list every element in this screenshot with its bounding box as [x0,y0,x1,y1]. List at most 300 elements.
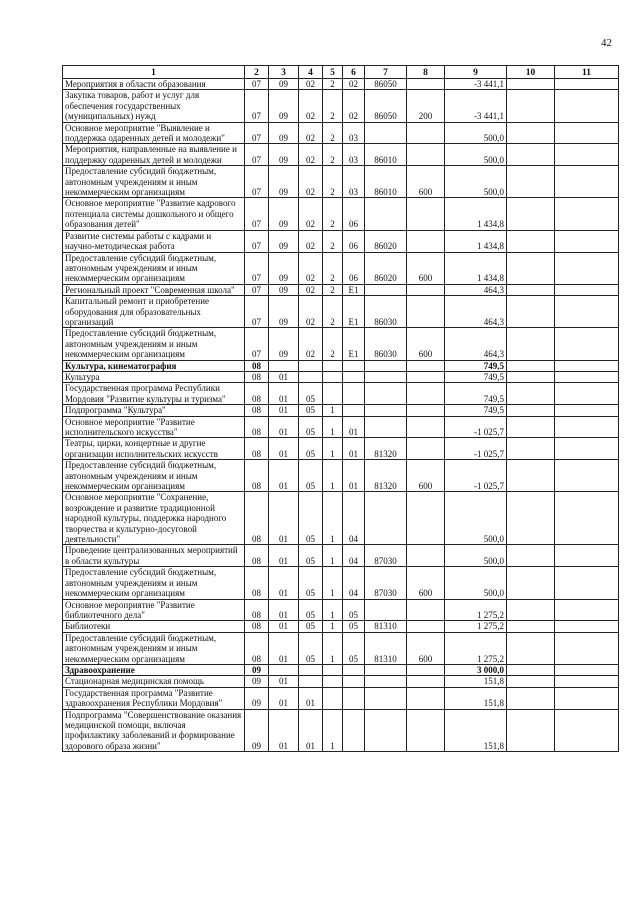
code-program [299,371,323,382]
code-subprogram: 1 [323,438,343,460]
table-row [63,438,619,460]
code-section: 07 [245,328,269,360]
code-subsection: 01 [269,632,299,664]
amount: 749,5 [445,405,507,416]
code-subsection: 01 [269,371,299,382]
code-direction: 81310 [365,632,407,664]
code-section: 08 [245,567,269,599]
code-section: 08 [245,545,269,567]
amount-col11 [555,438,619,460]
amount: -3 441,1 [445,79,507,90]
amount-col11 [555,405,619,416]
code-measure: 05 [343,599,365,621]
row-name: Развитие системы работы с кадрами и научно-методическая работа [63,230,245,252]
code-program: 05 [299,621,323,632]
code-subsection: 09 [269,230,299,252]
table-row [63,284,619,295]
code-direction [365,676,407,687]
table-row [63,687,619,709]
code-direction: 81310 [365,621,407,632]
amount: 3 000,0 [445,664,507,675]
column-header: 2 [245,66,269,79]
code-subprogram: 2 [323,252,343,284]
code-subsection: 01 [269,383,299,405]
code-direction [365,405,407,416]
code-subsection: 01 [269,438,299,460]
code-section: 08 [245,492,269,545]
amount-col11 [555,676,619,687]
code-section: 08 [245,621,269,632]
table-row [63,252,619,284]
code-subprogram: 1 [323,416,343,438]
code-section: 09 [245,676,269,687]
code-expense-type: 600 [407,632,445,664]
code-subprogram: 2 [323,296,343,328]
code-program: 05 [299,383,323,405]
amount-col10 [507,166,555,198]
code-expense-type [407,79,445,90]
code-measure [343,405,365,416]
code-expense-type: 600 [407,328,445,360]
code-program: 02 [299,79,323,90]
code-program: 02 [299,166,323,198]
row-name: Культура, кинематография [63,360,245,371]
table-row [63,122,619,144]
code-subsection: 09 [269,144,299,166]
code-measure [343,664,365,675]
amount-col10 [507,709,555,752]
amount-col11 [555,492,619,545]
code-expense-type [407,198,445,230]
code-measure: 02 [343,90,365,122]
amount: 749,5 [445,371,507,382]
table-row [63,416,619,438]
code-measure: 01 [343,416,365,438]
row-name: Основное мероприятие "Сохранение, возрождение и развитие традиционной народной культуры, поддержка народного творчества и культурно-досуговой деятельности" [63,492,245,545]
code-program: 05 [299,632,323,664]
amount-col10 [507,230,555,252]
table-row [63,664,619,675]
table-row [63,492,619,545]
code-measure: 04 [343,545,365,567]
amount: 500,0 [445,122,507,144]
code-subsection: 01 [269,567,299,599]
code-program: 02 [299,198,323,230]
code-direction [365,284,407,295]
code-subsection: 09 [269,328,299,360]
code-direction [365,687,407,709]
row-name: Предоставление субсидий бюджетным, автономным учреждениям и иным некоммерческим организациям [63,252,245,284]
amount-col10 [507,567,555,599]
table-header-row [63,66,619,79]
code-subsection: 09 [269,79,299,90]
amount-col11 [555,664,619,675]
code-expense-type [407,709,445,752]
column-header: 3 [269,66,299,79]
code-section: 07 [245,252,269,284]
row-name: Закупка товаров, работ и услуг для обеспечения государственных (муниципальных) нужд [63,90,245,122]
code-section: 09 [245,664,269,675]
code-subprogram: 2 [323,230,343,252]
code-program: 05 [299,460,323,492]
code-section: 08 [245,416,269,438]
amount: 1 275,2 [445,621,507,632]
amount-col11 [555,371,619,382]
row-name: Библиотеки [63,621,245,632]
code-subprogram: 1 [323,599,343,621]
amount-col11 [555,230,619,252]
table-row [63,567,619,599]
amount: 500,0 [445,144,507,166]
amount-col10 [507,79,555,90]
amount: -1 025,7 [445,438,507,460]
amount-col11 [555,621,619,632]
amount: 1 434,8 [445,198,507,230]
amount-col10 [507,460,555,492]
amount: 151,8 [445,687,507,709]
amount-col10 [507,687,555,709]
row-name: Предоставление субсидий бюджетным, автономным учреждениям и иным некоммерческим организациям [63,328,245,360]
code-measure: 04 [343,492,365,545]
code-subsection: 09 [269,90,299,122]
code-program: 05 [299,599,323,621]
code-subsection: 01 [269,416,299,438]
amount-col11 [555,166,619,198]
code-program: 02 [299,328,323,360]
code-direction: 86010 [365,144,407,166]
code-subsection: 01 [269,405,299,416]
column-header: 5 [323,66,343,79]
code-expense-type [407,676,445,687]
amount-col11 [555,144,619,166]
code-expense-type [407,492,445,545]
code-section: 07 [245,166,269,198]
code-program: 02 [299,230,323,252]
code-expense-type [407,416,445,438]
code-expense-type: 600 [407,567,445,599]
code-direction: 87030 [365,545,407,567]
code-subprogram: 1 [323,545,343,567]
row-name: Основное мероприятие "Выявление и поддержка одаренных детей и молодежи" [63,122,245,144]
code-direction [365,371,407,382]
row-name: Театры, цирки, концертные и другие организации исполнительских искусств [63,438,245,460]
code-direction [365,198,407,230]
code-measure: E1 [343,296,365,328]
code-program: 02 [299,122,323,144]
code-expense-type [407,687,445,709]
code-section: 08 [245,383,269,405]
amount: 1 434,8 [445,252,507,284]
code-subprogram: 2 [323,328,343,360]
code-program: 02 [299,252,323,284]
table-row [63,371,619,382]
code-section: 08 [245,405,269,416]
code-subprogram [323,383,343,405]
amount-col11 [555,383,619,405]
amount: 1 434,8 [445,230,507,252]
amount-col10 [507,284,555,295]
code-section: 08 [245,371,269,382]
amount-col10 [507,676,555,687]
code-measure: 01 [343,460,365,492]
row-name: Культура [63,371,245,382]
code-measure: 04 [343,567,365,599]
code-subprogram: 2 [323,284,343,295]
code-expense-type [407,438,445,460]
code-expense-type [407,122,445,144]
code-subsection: 09 [269,284,299,295]
code-subsection: 01 [269,492,299,545]
code-program [299,664,323,675]
table-row [63,405,619,416]
table-row [63,676,619,687]
code-expense-type: 600 [407,166,445,198]
code-expense-type [407,383,445,405]
code-measure: 03 [343,122,365,144]
table-row [63,328,619,360]
code-direction: 86050 [365,79,407,90]
code-measure: 01 [343,438,365,460]
amount-col11 [555,122,619,144]
code-subprogram [323,676,343,687]
code-section: 09 [245,687,269,709]
amount-col10 [507,252,555,284]
code-subsection [269,360,299,371]
code-section: 07 [245,230,269,252]
amount-col11 [555,709,619,752]
code-direction [365,599,407,621]
row-name: Мероприятия в области образования [63,79,245,90]
table-row [63,230,619,252]
code-subprogram: 2 [323,122,343,144]
amount-col11 [555,360,619,371]
code-subprogram: 1 [323,709,343,752]
table-row [63,383,619,405]
amount: 500,0 [445,492,507,545]
row-name: Капитальный ремонт и приобретение оборудования для образовательных организаций [63,296,245,328]
amount-col11 [555,296,619,328]
code-direction [365,360,407,371]
budget-table [62,65,619,752]
amount-col11 [555,567,619,599]
code-subprogram: 2 [323,198,343,230]
table-row [63,360,619,371]
amount-col10 [507,621,555,632]
row-name: Региональный проект "Современная школа" [63,284,245,295]
code-direction: 81320 [365,460,407,492]
code-section: 08 [245,599,269,621]
code-program: 02 [299,90,323,122]
code-direction: 87030 [365,567,407,599]
code-direction [365,122,407,144]
row-name: Основное мероприятие "Развитие кадрового потенциала системы дошкольного и общего образования детей" [63,198,245,230]
code-expense-type [407,405,445,416]
code-measure: 05 [343,632,365,664]
code-direction: 86020 [365,230,407,252]
row-name: Здравоохранение [63,664,245,675]
code-program: 05 [299,416,323,438]
row-name: Подпрограмма "Культура" [63,405,245,416]
code-subprogram [323,371,343,382]
code-section: 08 [245,460,269,492]
amount-col10 [507,328,555,360]
code-section: 07 [245,122,269,144]
row-name: Предоставление субсидий бюджетным, автономным учреждениям и иным некоммерческим организациям [63,632,245,664]
code-program: 05 [299,545,323,567]
code-subsection: 09 [269,252,299,284]
code-program: 02 [299,144,323,166]
code-program: 01 [299,687,323,709]
code-measure: 06 [343,252,365,284]
code-direction [365,709,407,752]
code-measure: 05 [343,621,365,632]
code-subprogram: 1 [323,621,343,632]
row-name: Государственная программа Республики Мордовия "Развитие культуры и туризма" [63,383,245,405]
code-expense-type [407,371,445,382]
code-expense-type: 200 [407,90,445,122]
table-body [63,79,619,752]
amount-col11 [555,79,619,90]
code-expense-type [407,664,445,675]
code-measure: E1 [343,284,365,295]
code-subprogram [323,687,343,709]
code-direction [365,664,407,675]
code-subsection: 09 [269,166,299,198]
table-row [63,166,619,198]
code-expense-type [407,230,445,252]
code-direction: 86020 [365,252,407,284]
code-measure: 06 [343,230,365,252]
amount-col10 [507,664,555,675]
amount-col10 [507,416,555,438]
code-expense-type [407,621,445,632]
amount-col11 [555,416,619,438]
amount: 500,0 [445,567,507,599]
column-header: 10 [507,66,555,79]
amount: 1 275,2 [445,599,507,621]
code-subsection: 09 [269,122,299,144]
code-subsection: 09 [269,296,299,328]
code-program: 02 [299,284,323,295]
amount: 151,8 [445,709,507,752]
code-expense-type [407,144,445,166]
amount-col10 [507,122,555,144]
amount-col11 [555,632,619,664]
code-expense-type: 600 [407,460,445,492]
amount-col10 [507,383,555,405]
amount-col10 [507,198,555,230]
code-program: 05 [299,567,323,599]
code-direction [365,416,407,438]
amount: -1 025,7 [445,416,507,438]
code-direction [365,383,407,405]
row-name: Основное мероприятие "Развитие библиотечного дела" [63,599,245,621]
code-subsection: 01 [269,687,299,709]
code-section: 09 [245,709,269,752]
amount-col11 [555,198,619,230]
row-name: Государственная программа "Развитие здравоохранения Республики Мордовия" [63,687,245,709]
amount-col10 [507,438,555,460]
code-section: 07 [245,284,269,295]
amount-col10 [507,492,555,545]
code-section: 08 [245,360,269,371]
amount-col10 [507,371,555,382]
amount: 500,0 [445,545,507,567]
amount-col10 [507,90,555,122]
code-section: 07 [245,198,269,230]
amount-col10 [507,296,555,328]
amount-col11 [555,599,619,621]
code-subsection: 01 [269,709,299,752]
code-measure: E1 [343,328,365,360]
code-subsection: 01 [269,621,299,632]
page-number: 42 [601,37,612,49]
amount-col10 [507,599,555,621]
code-measure [343,371,365,382]
code-subprogram: 1 [323,405,343,416]
code-measure [343,687,365,709]
code-subprogram: 1 [323,567,343,599]
code-section: 07 [245,90,269,122]
amount-col11 [555,284,619,295]
amount-col10 [507,545,555,567]
amount-col11 [555,545,619,567]
amount-col11 [555,460,619,492]
code-direction: 86010 [365,166,407,198]
code-direction: 86030 [365,328,407,360]
amount: 151,8 [445,676,507,687]
code-subsection: 01 [269,676,299,687]
amount-col10 [507,360,555,371]
code-subprogram: 2 [323,166,343,198]
code-measure: 02 [343,79,365,90]
amount-col10 [507,632,555,664]
amount-col11 [555,90,619,122]
amount: 1 275,2 [445,632,507,664]
code-section: 08 [245,438,269,460]
code-subsection: 09 [269,198,299,230]
code-subprogram: 1 [323,492,343,545]
column-header: 1 [63,66,245,79]
code-expense-type [407,599,445,621]
code-expense-type [407,296,445,328]
code-subprogram: 2 [323,144,343,166]
table-row [63,79,619,90]
code-subprogram: 1 [323,460,343,492]
code-section: 07 [245,296,269,328]
amount: -1 025,7 [445,460,507,492]
code-measure: 03 [343,144,365,166]
code-measure [343,709,365,752]
code-measure [343,676,365,687]
code-section: 07 [245,144,269,166]
code-expense-type: 600 [407,252,445,284]
column-header: 8 [407,66,445,79]
amount-col11 [555,328,619,360]
code-program [299,360,323,371]
code-subsection: 01 [269,545,299,567]
code-program: 02 [299,296,323,328]
code-subprogram [323,664,343,675]
row-name: Предоставление субсидий бюджетным, автономным учреждениям и иным некоммерческим организациям [63,460,245,492]
table-row [63,198,619,230]
code-program: 05 [299,405,323,416]
amount: 464,3 [445,328,507,360]
amount: 464,3 [445,296,507,328]
code-program: 05 [299,438,323,460]
amount-col11 [555,687,619,709]
table-row [63,599,619,621]
